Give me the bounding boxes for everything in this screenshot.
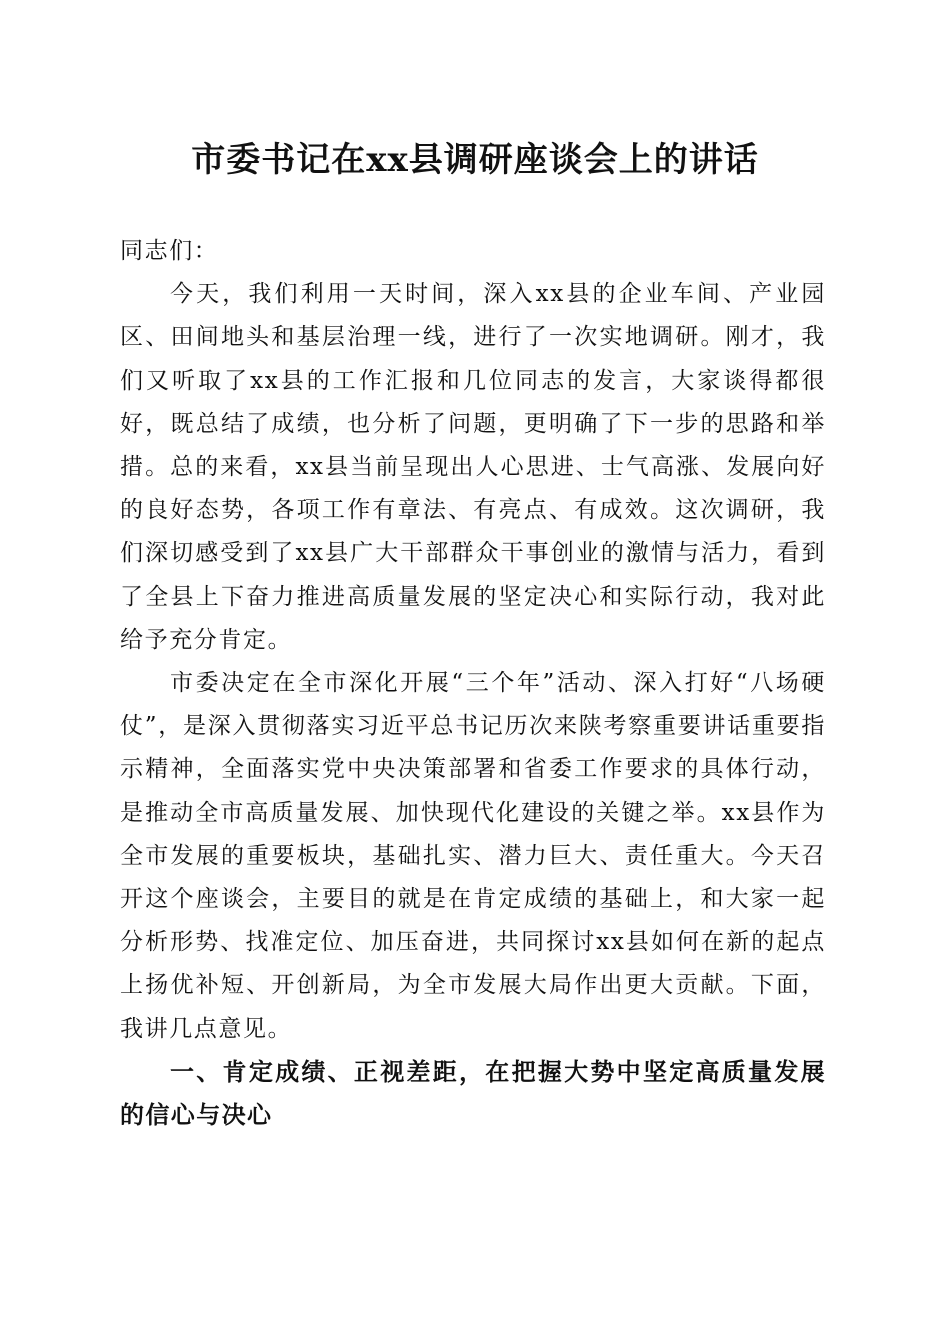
salutation: 同志们：	[120, 238, 219, 264]
document-body	[120, 230, 826, 1137]
document-title: 市委书记在xx县调研座谈会上的讲话	[191, 140, 759, 180]
paragraph-intro: 今天，我们利用一天时间，深入xx县的企业车间、产业园区、田间地头和基层治理一线，进行了一次实地调研。刚才，我们又听取了xx县的工作汇报和几位同志的发言，大家谈得都很好，既总结了成绩，也分析了问题，更明确了下一步的思路和举措。总的来看，xx县当前呈现出人心思进、士气高涨、发展向好的良好态势，各项工作有章法、有亮点、有成效。这次调研，我们深切感受到了xx县广大干部群众干事创业的激情与活力，看到了全县上下奋力推进高质量发展的坚定决心和实际行动，我对此给予充分肯定。	[120, 281, 826, 653]
paragraph-purpose: 市委决定在全市深化开展“三个年”活动、深入打好“八场硬仗”，是深入贯彻落实习近平总书记历次来陕考察重要讲话重要指示精神，全面落实党中央决策部署和省委工作要求的具体行动，是推动全市高质量发展、加快现代化建设的关键之举。xx县作为全市发展的重要板块，基础扎实、潜力巨大、责任重大。今天召开这个座谈会，主要目的就是在肯定成绩的基础上，和大家一起分析形势、找准定位、加压奋进，共同探讨xx县如何在新的起点上扬优补短、开创新局，为全市发展大局作出更大贡献。下面，我讲几点意见。	[120, 670, 826, 1042]
section-heading-1: 一、肯定成绩、正视差距，在把握大势中坚定高质量发展的信心与决心	[120, 1057, 826, 1130]
